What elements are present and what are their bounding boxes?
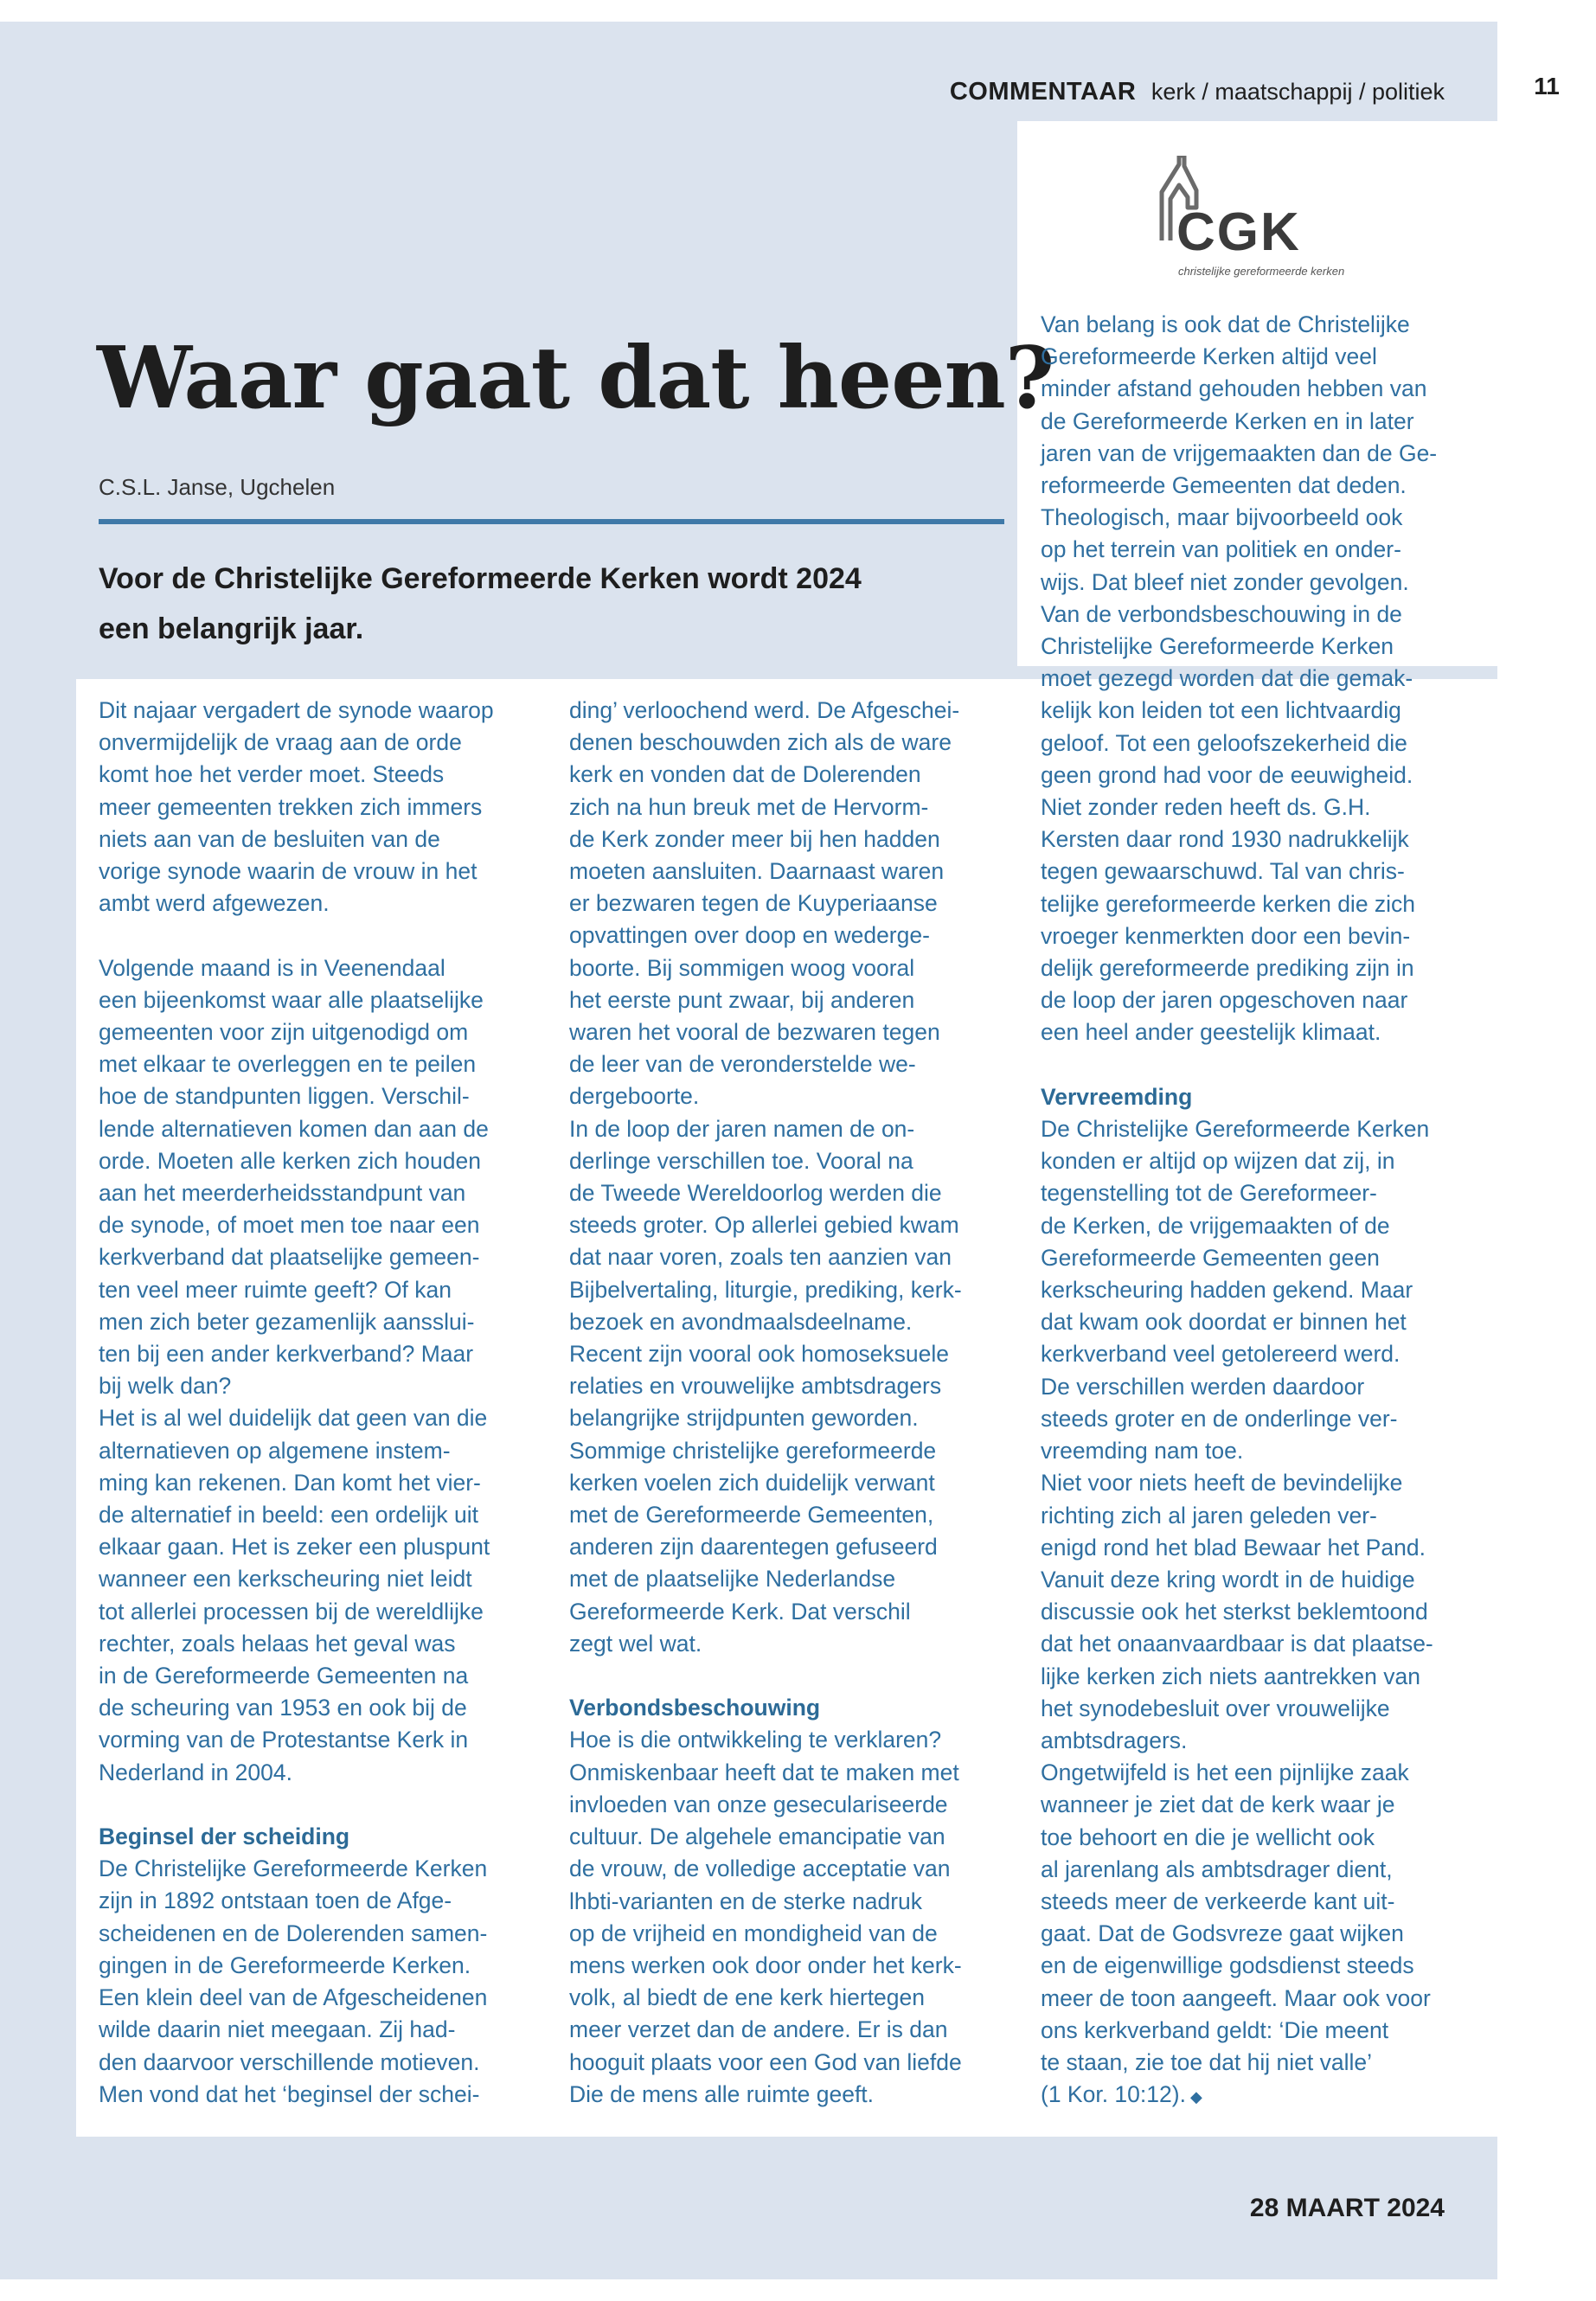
text-line: Het is al wel duidelijk dat geen van die (99, 1405, 488, 1432)
text-line: in de Gereformeerde Gemeenten na (99, 1663, 469, 1689)
text-line: ambt werd afgewezen. (99, 890, 330, 917)
article-column-3 (1041, 309, 1482, 2113)
lead-line: een belangrijk jaar. (99, 612, 364, 645)
text-line: wilde daarin niet meegaan. Zij had- (99, 2016, 456, 2043)
text-line: Niet zonder reden heeft ds. G.H. (1041, 794, 1371, 821)
text-line: wanneer een kerkscheuring niet leidt (99, 1566, 472, 1593)
text-line: geen grond had voor de eeuwigheid. (1041, 761, 1413, 788)
text-line: anderen zijn daarentegen gefuseerd (569, 1534, 938, 1561)
text-line: Dit najaar vergadert de synode waarop (99, 697, 494, 723)
text-line: Onmiskenbaar heeft dat te maken met (569, 1759, 959, 1785)
text-line: met elkaar te overleggen en te peilen (99, 1051, 477, 1078)
section-topics: kerk / maatschappij / politiek (1151, 79, 1445, 105)
text-line: De Christelijke Gereformeerde Kerken (99, 1856, 488, 1882)
text-line: de synode, of moet men toe naar een (99, 1212, 480, 1239)
text-line: vroeger kenmerkten door een bevin- (1041, 922, 1411, 949)
text-line: niets aan van de besluiten van de (99, 825, 440, 852)
text-line: de Gereformeerde Kerken en in later (1041, 407, 1414, 434)
text-line: er bezwaren tegen de Kuyperiaanse (569, 890, 938, 917)
text-line: Ongetwijfeld is het een pijnlijke zaak (1041, 1759, 1409, 1786)
text-line: De verschillen werden daardoor (1041, 1373, 1365, 1400)
text-line: en de eigenwillige godsdienst steeds (1041, 1952, 1414, 1979)
text-line: elkaar gaan. Het is zeker een pluspunt (99, 1534, 490, 1561)
paragraph-gap (99, 920, 540, 952)
issue-date: 28 MAART 2024 (1249, 2194, 1445, 2222)
paragraph-gap (569, 1660, 1019, 1692)
text-line: vorige synode waarin de vrouw in het (99, 858, 478, 885)
text-line: ten bij een ander kerkverband? Maar (99, 1341, 474, 1368)
paragraph-gap (99, 1789, 540, 1821)
text-line: vorming van de Protestantse Kerk in (99, 1727, 469, 1753)
text-line: hooguit plaats voor een God van liefde (569, 2048, 962, 2075)
text-line: komt hoe het verder moet. Steeds (99, 761, 445, 788)
text-line: scheidenen en de Dolerenden samen- (99, 1920, 488, 1946)
text-line: Gereformeerde Kerk. Dat verschil (569, 1598, 911, 1625)
text-line: alternatieven op algemene instem- (99, 1437, 451, 1464)
text-line: Theologisch, maar bijvoorbeeld ook (1041, 504, 1403, 531)
text-line: reformeerde Gemeenten dat deden. (1041, 472, 1407, 499)
text-line: het synodebesluit over vrouwelijke (1041, 1695, 1390, 1721)
end-mark-icon: ◆ (1185, 2088, 1202, 2106)
text-line: rechter, zoals helaas het geval was (99, 1630, 456, 1657)
text-line: de Kerk zonder meer bij hen hadden (569, 825, 940, 852)
text-line: mens werken ook door onder het kerk- (569, 1952, 962, 1978)
text-line: op de vrijheid en mondigheid van de (569, 1920, 938, 1946)
text-line: belangrijke strijdpunten geworden. (569, 1405, 919, 1432)
text-line: de scheuring van 1953 en ook bij de (99, 1695, 467, 1721)
text-line: meer de toon aangeeft. Maar ook voor (1041, 1984, 1431, 2011)
text-line: men zich beter gezamenlijk aansslui- (99, 1308, 475, 1335)
text-line: ding’ verloochend werd. De Afgeschei- (569, 697, 960, 723)
text-line: steeds groter. Op allerlei gebied kwam (569, 1212, 959, 1239)
text-line: ons kerkverband geldt: ‘Die meent (1041, 2016, 1389, 2043)
page-number: 11 (1534, 73, 1560, 99)
text-line: de loop der jaren opgeschoven naar (1041, 987, 1408, 1014)
text-line: het eerste punt zwaar, bij anderen (569, 986, 915, 1013)
text-line: Gereformeerde Kerken altijd veel (1041, 343, 1377, 370)
text-line: discussie ook het sterkst beklemtoond (1041, 1599, 1428, 1625)
text-line: ambtsdragers. (1041, 1727, 1188, 1753)
text-line: Men vond dat het ‘beginsel der schei- (99, 2080, 480, 2107)
text-line: zijn in 1892 ontstaan toen de Afge- (99, 1888, 452, 1914)
text-line: richting zich al jaren geleden ver- (1041, 1502, 1377, 1529)
text-line: bij welk dan? (99, 1373, 232, 1400)
text-line: kerk en vonden dat de Dolerenden (569, 761, 921, 788)
text-line: (1 Kor. 10:12). ◆ (1041, 2081, 1202, 2108)
text-line: dat naar voren, zoals ten aanzien van (569, 1244, 952, 1271)
text-line: De Christelijke Gereformeerde Kerken (1041, 1116, 1430, 1143)
text-line: minder afstand gehouden hebben van (1041, 375, 1427, 402)
text-line: hoe de standpunten liggen. Verschil- (99, 1083, 470, 1110)
text-line: delijk gereformeerde prediking zijn in (1041, 955, 1414, 982)
text-line: meer gemeenten trekken zich immers (99, 793, 483, 820)
text-line: tegenstelling tot de Gereformeer- (1041, 1180, 1377, 1207)
text-line: invloeden van onze geseculariseerde (569, 1791, 948, 1817)
text-line: kerkverband dat plaatselijke gemeen- (99, 1244, 480, 1271)
section-header (950, 78, 1445, 106)
title-divider (99, 519, 1004, 524)
logo-subtitle: christelijke gereformeerde kerken (1178, 265, 1345, 278)
section-subheading: Beginsel der scheiding (99, 1823, 350, 1850)
text-line: dat kwam ook doordat er binnen het (1041, 1309, 1407, 1336)
article-column-1 (99, 695, 540, 2111)
text-line: denen beschouwden zich als de ware (569, 729, 952, 756)
text-line: wijs. Dat bleef niet zonder gevolgen. (1041, 568, 1409, 595)
text-line: ming kan rekenen. Dan komt het vier- (99, 1469, 481, 1496)
text-line: lende alternatieven komen dan aan de (99, 1115, 489, 1142)
text-line: de Kerken, de vrijgemaakten of de (1041, 1212, 1390, 1239)
text-line: de alternatief in beeld: een ordelijk uit (99, 1502, 479, 1529)
text-line: dat het onaanvaardbaar is dat plaatse- (1041, 1631, 1433, 1657)
text-line: Een klein deel van de Afgescheidenen (99, 1984, 488, 2011)
text-line: Nederland in 2004. (99, 1759, 292, 1785)
page-number-strip (1497, 0, 1596, 2301)
text-line: gaat. Dat de Godsvreze gaat wijken (1041, 1920, 1404, 1947)
text-line: cultuur. De algehele emancipatie van (569, 1823, 945, 1850)
text-line: al jarenlang als ambtsdrager dient, (1041, 1856, 1393, 1882)
text-line: konden er altijd op wijzen dat zij, in (1041, 1148, 1395, 1175)
text-line: gingen in de Gereformeerde Kerken. (99, 1952, 471, 1978)
text-line: bezoek en avondmaalsdeelname. (569, 1308, 913, 1335)
article-byline: C.S.L. Janse, Ugchelen (99, 474, 336, 500)
text-line: Recent zijn vooral ook homoseksuele (569, 1341, 949, 1368)
text-line: enigd rond het blad Bewaar het Pand. (1041, 1534, 1426, 1561)
text-line: toe behoort en die je wellicht ook (1041, 1823, 1375, 1850)
text-line: tot allerlei processen bij de wereldlijke (99, 1598, 484, 1625)
section-label: COMMENTAAR (949, 78, 1137, 106)
text-line: boorte. Bij sommigen woog vooral (569, 954, 915, 981)
text-line: jaren van de vrijgemaakten dan de Ge- (1041, 439, 1438, 466)
text-line: geloof. Tot een geloofszekerheid die (1041, 729, 1407, 756)
text-line: gemeenten voor zijn uitgenodigd om (99, 1019, 469, 1046)
text-line: te staan, zie toe dat hij niet valle’ (1041, 2048, 1373, 2075)
text-line: Volgende maand is in Veenendaal (99, 954, 445, 981)
text-line: steeds groter en de onderlinge ver- (1041, 1405, 1398, 1432)
text-line: Kersten daar rond 1930 nadrukkelijk (1041, 826, 1409, 853)
text-line: de vrouw, de volledige acceptatie van (569, 1856, 951, 1882)
text-line: Niet voor niets heeft de bevindelijke (1041, 1470, 1403, 1497)
text-line: Sommige christelijke gereformeerde (569, 1437, 937, 1464)
text-line: een heel ander geestelijk klimaat. (1041, 1019, 1381, 1046)
paragraph-gap (1041, 1049, 1482, 1081)
text-line: zich na hun breuk met de Hervorm- (569, 793, 929, 820)
text-line: volk, al biedt de ene kerk hiertegen (569, 1984, 926, 2011)
text-line: met de Gereformeerde Gemeenten, (569, 1502, 934, 1529)
text-line: Bijbelvertaling, liturgie, prediking, kerk- (569, 1276, 962, 1303)
text-line: Hoe is die ontwikkeling te verklaren? (569, 1727, 942, 1753)
text-line: steeds meer de verkeerde kant uit- (1041, 1888, 1395, 1914)
text-line: derlinge verschillen toe. Vooral na (569, 1147, 913, 1174)
text-line: den daarvoor verschillende motieven. (99, 2048, 480, 2075)
text-line: tegen gewaarschuwd. Tal van chris- (1041, 858, 1405, 885)
text-line: orde. Moeten alle kerken zich houden (99, 1147, 481, 1174)
text-line: de leer van de veronderstelde we- (569, 1051, 916, 1078)
text-line: lhbti-varianten en de sterke nadruk (569, 1888, 923, 1914)
logo-wordmark: CGK (1176, 202, 1301, 262)
text-line: Christelijke Gereformeerde Kerken (1041, 633, 1394, 660)
section-subheading: Vervreemding (1041, 1083, 1193, 1110)
text-line: moet gezegd worden dat die gemak- (1041, 665, 1413, 692)
text-line: kerkverband veel getolereerd werd. (1041, 1341, 1401, 1368)
article-column-2 (569, 695, 1019, 2111)
text-line: de Tweede Wereldoorlog werden die (569, 1180, 942, 1207)
text-line: lijke kerken zich niets aantrekken van (1041, 1663, 1420, 1689)
text-line: kerkscheuring hadden gekend. Maar (1041, 1277, 1413, 1304)
text-line: onvermijdelijk de vraag aan de orde (99, 729, 462, 756)
text-line: Vanuit deze kring wordt in de huidige (1041, 1566, 1415, 1593)
text-line: ten veel meer ruimte geeft? Of kan (99, 1276, 452, 1303)
text-line: Die de mens alle ruimte geeft. (569, 2080, 875, 2107)
text-line: Gereformeerde Gemeenten geen (1041, 1244, 1380, 1271)
article-lead (99, 554, 1007, 654)
text-line: een bijeenkomst waar alle plaatselijke (99, 986, 484, 1013)
text-line: meer verzet dan de andere. Er is dan (569, 2016, 948, 2043)
text-line: kerken voelen zich duidelijk verwant (569, 1469, 935, 1496)
text-line: dergeboorte. (569, 1083, 700, 1110)
text-line: opvattingen over doop en wederge- (569, 922, 930, 949)
text-line: zegt wel wat. (569, 1630, 702, 1657)
text-line: met de plaatselijke Nederlandse (569, 1566, 896, 1593)
text-line: moeten aansluiten. Daarnaast waren (569, 858, 945, 885)
section-subheading: Verbondsbeschouwing (569, 1695, 821, 1721)
text-line: op het terrein van politiek en onder- (1041, 536, 1401, 563)
text-line: telijke gereformeerde kerken die zich (1041, 890, 1416, 917)
text-line: aan het meerderheidsstandpunt van (99, 1180, 466, 1207)
text-line: waren het vooral de bezwaren tegen (569, 1019, 940, 1046)
text-line: Van belang is ook dat de Christelijke (1041, 311, 1410, 337)
text-line: vreemding nam toe. (1041, 1438, 1244, 1465)
text-line: Van de verbondsbeschouwing in de (1041, 600, 1402, 627)
article-title: Waar gaat dat heen? (97, 329, 1054, 428)
text-line: wanneer je ziet dat de kerk waar je (1041, 1791, 1395, 1818)
text-line: kelijk kon leiden tot een lichtvaardig (1041, 697, 1401, 724)
lead-line: Voor de Christelijke Gereformeerde Kerken wordt 2024 (99, 562, 862, 595)
text-line: In de loop der jaren namen de on- (569, 1115, 915, 1142)
text-line: relaties en vrouwelijke ambtsdragers (569, 1373, 942, 1400)
